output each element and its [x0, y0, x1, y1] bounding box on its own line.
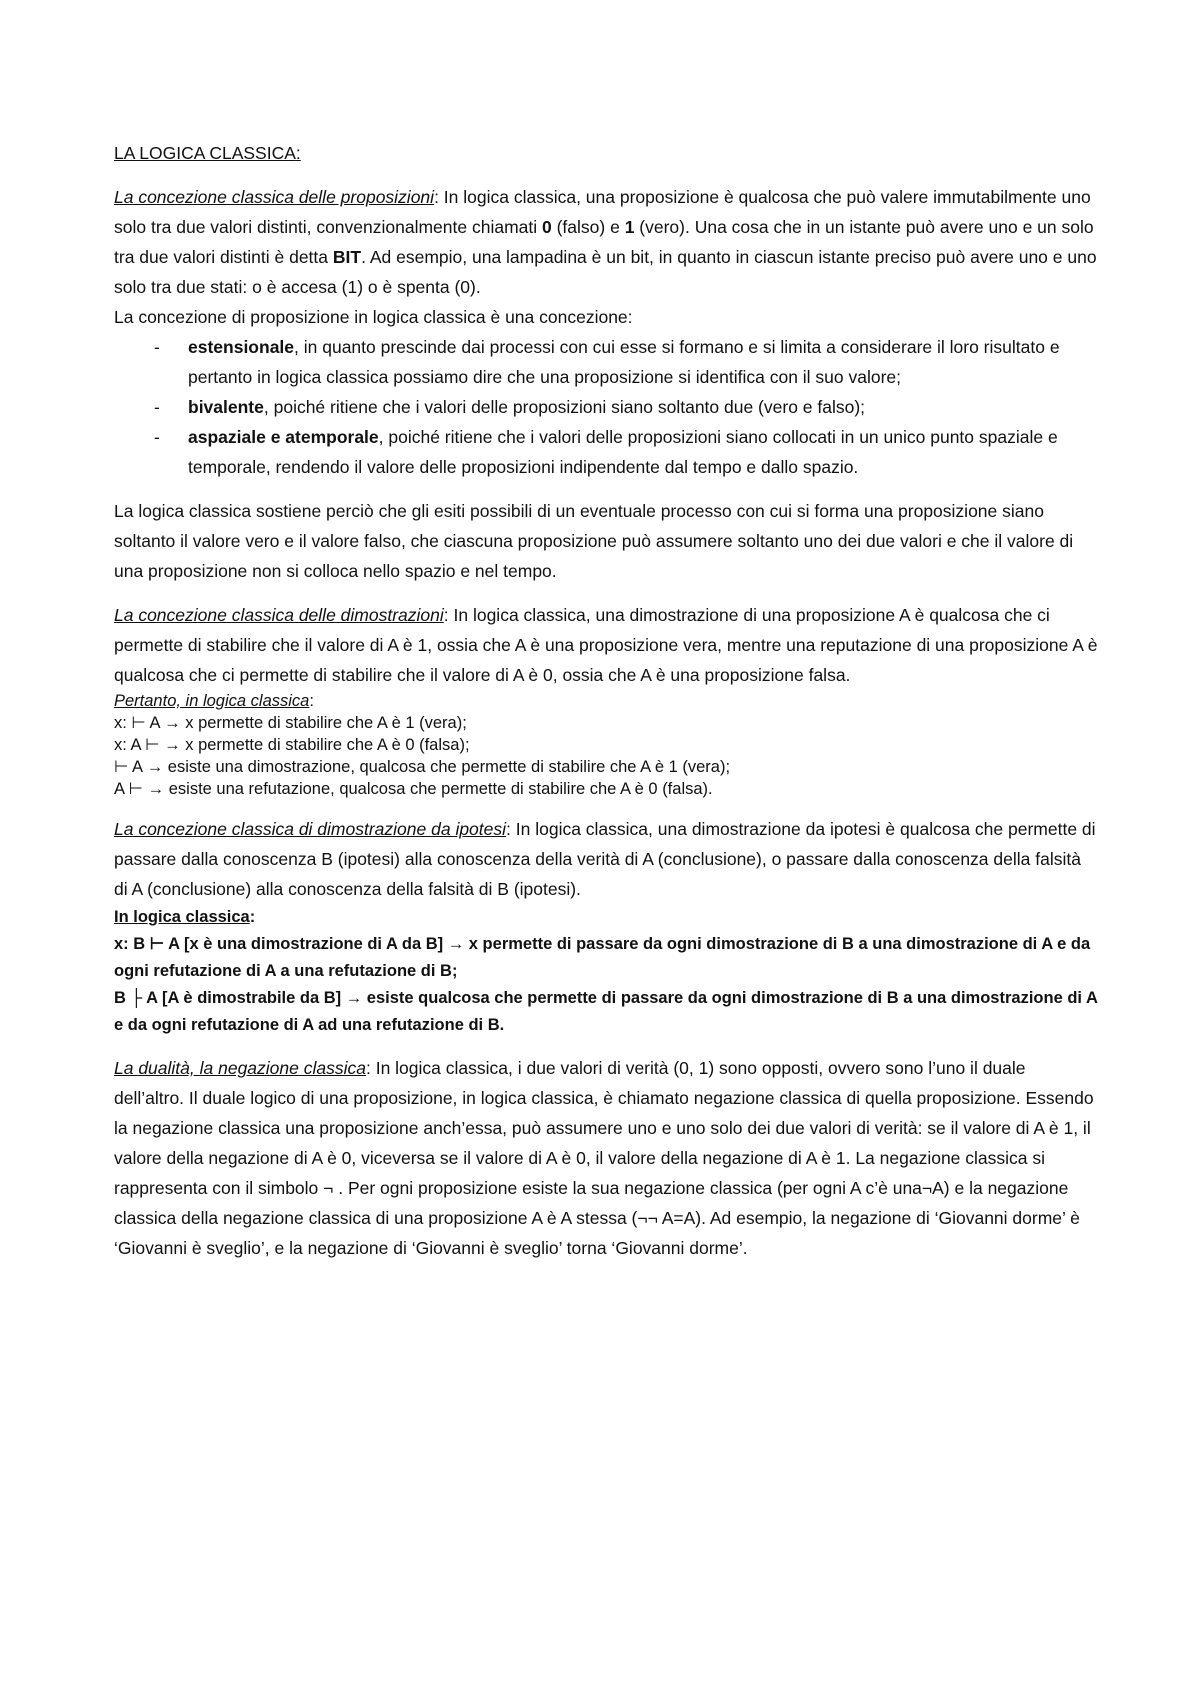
list-item-text: , in quanto prescinde dai processi con cui esse si formano e si limita a considerare il loro risultato e pertanto in logica classica possiamo dire che una proposizione si identifica con il suo valore;: [188, 337, 1060, 387]
value-one: 1: [624, 217, 635, 237]
hypothesis-text: : In logica classica, una dimostrazione da ipotesi è qualcosa che permette di passare dalla conoscenza B (ipotesi) alla conoscenza della verità di A (conclusione), o passare dalla conoscenza della falsità di A (conclusione) alla conoscenza della falsità di B (ipotesi).: [114, 819, 1096, 899]
document-page: [114, 138, 1099, 1277]
list-item-text: , poiché ritiene che i valori delle proposizioni siano soltanto due (vero e falso);: [263, 397, 866, 417]
hypothesis-heading: La concezione classica di dimostrazione da ipotesi: [114, 819, 507, 839]
rule-line: x: ⊢ A → x permette di stabilire che A è 1 (vera);: [114, 714, 467, 732]
list-dash: -: [154, 427, 160, 447]
demonstrations-heading: La concezione classica delle dimostrazioni: [114, 605, 444, 625]
demonstrations-text: : In logica classica, una dimostrazione di una proposizione A è qualcosa che ci permette di stabilire che il valore di A è 1, ossia che A è una proposizione vera, mentre una reputazione di una proposizione A è qualcosa che ci permette di stabilire che il valore di A è 0, ossia che A è una proposizione falsa.: [114, 605, 1098, 685]
demonstrations-rules: [114, 690, 1099, 800]
list-item-term: aspaziale e atemporale: [188, 427, 379, 447]
propositions-heading: La concezione classica delle proposizioni: [114, 187, 435, 207]
list-dash: -: [154, 397, 160, 417]
rules-heading-text: Pertanto, in logica classica: [114, 692, 310, 710]
propositions-text-3: (vero). Una cosa che in un istante può avere uno e un solo tra due valori distinti è detta: [114, 217, 1094, 267]
list-item: [114, 422, 1099, 482]
list-item: [114, 392, 1099, 422]
conception-intro: La concezione di proposizione in logica classica è una concezione:: [114, 307, 633, 327]
rule-line: x: B ⊢ A [x è una dimostrazione di A da B] → x permette di passare da ogni dimostrazione di B a una dimostrazione di A e da ogni refutazione di A a una refutazione di B;: [114, 935, 1091, 980]
rule-line: A ⊢ → esiste una refutazione, qualcosa che permette di stabilire che A è 0 (falsa).: [114, 780, 713, 798]
section-demonstrations: [114, 600, 1099, 800]
list-item-term: bivalente: [188, 397, 264, 417]
rules-heading-colon: :: [309, 692, 314, 710]
rules-heading-colon: :: [249, 908, 256, 926]
conception-list: [114, 332, 1099, 482]
negation-text: : In logica classica, i due valori di verità (0, 1) sono opposti, ovvero sono l’uno il duale dell’altro. Il duale logico di una proposizione, in logica classica, è chiamato negazione classica di quella proposizione. Essendo la negazione classica una proposizione anch’essa, può assumere uno e uno solo dei due valori di verità: se il valore di A è 1, il valore della negazione di A è 0, viceversa se il valore di A è 0, il valore della negazione di A è 1. La negazione classica si rappresenta con il simbolo ¬ . Per ogni proposizione esiste la sua negazione classica (per ogni A c’è una¬A) e la negazione classica della negazione classica di una proposizione A è A stessa (¬¬ A=A). Ad esempio, la negazione di ‘Giovanni dorme’ è ‘Giovanni è sveglio’, e la negazione di ‘Giovanni è sveglio’ torna ‘Giovanni dorme’.: [114, 1058, 1094, 1258]
section-negation: [114, 1053, 1099, 1263]
rules-heading: [114, 904, 1099, 931]
title-text: LA LOGICA CLASSICA: [114, 143, 296, 163]
rule-line: x: A ⊢ → x permette di stabilire che A è 0 (falsa);: [114, 736, 470, 754]
propositions-text-2: (falso) e: [551, 217, 625, 237]
propositions-text-4: . Ad esempio, una lampadina è un bit, in quanto in ciascun istante preciso può avere uno e uno solo tra due stati: o è accesa (1) o è spenta (0).: [114, 247, 1097, 297]
rule-line: ⊢ A → esiste una dimostrazione, qualcosa che permette di stabilire che A è 1 (vera);: [114, 758, 731, 776]
list-dash: -: [154, 337, 160, 357]
propositions-paragraph: [114, 182, 1099, 302]
value-zero: 0: [542, 217, 552, 237]
negation-heading: La dualità, la negazione classica: [114, 1058, 366, 1078]
hypothesis-rules: [114, 904, 1099, 1039]
list-item: [114, 332, 1099, 392]
document-title: [114, 138, 1099, 168]
demonstrations-paragraph: [114, 600, 1099, 690]
title-colon: :: [295, 143, 301, 163]
negation-paragraph: [114, 1053, 1099, 1263]
rules-heading: [114, 690, 1099, 712]
propositions-closing: La logica classica sostiene perciò che gli esiti possibili di un eventuale processo con cui si forma una proposizione siano soltanto il valore vero e il valore falso, che ciascuna proposizione può assumere soltanto uno dei due valori e che il valore di una proposizione non si colloca nello spazio e nel tempo.: [114, 501, 1074, 581]
list-item-term: estensionale: [188, 337, 295, 357]
rule-line: B ├ A [A è dimostrabile da B] → esiste qualcosa che permette di passare da ogni dimostrazione di B a una dimostrazione di A e da ogni refutazione di A ad una refutazione di B.: [114, 989, 1098, 1034]
bit-term: BIT: [332, 247, 362, 267]
section-propositions: [114, 182, 1099, 586]
propositions-text-1: : In logica classica, una proposizione è qualcosa che può valere immutabilmente uno solo tra due valori distinti, convenzionalmente chiamati: [114, 187, 1091, 237]
hypothesis-paragraph: [114, 814, 1099, 904]
list-item-text: , poiché ritiene che i valori delle proposizioni siano collocati in un unico punto spaziale e temporale, rendendo il valore delle proposizioni indipendente dal tempo e dallo spazio.: [188, 427, 1058, 477]
section-hypothesis: [114, 814, 1099, 1039]
rules-heading-text: In logica classica: [114, 908, 250, 926]
